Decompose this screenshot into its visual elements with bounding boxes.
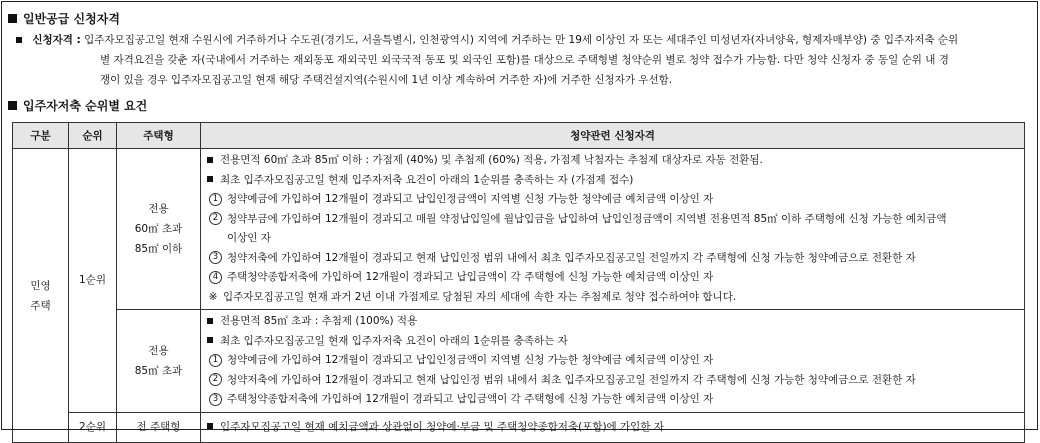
list-item: 1 청약예금에 가입하여 12개월이 경과되고 납입인정금액이 지역별 신청 가능한 청약예금 예치금액 이상인 자 (207, 190, 1018, 210)
housing-type-text: 85㎡ 초과 (134, 364, 183, 377)
header-category: 구분 (13, 123, 69, 149)
section-general-title (8, 10, 120, 27)
table-row (13, 310, 1025, 413)
circled-number-icon: 3 (209, 251, 222, 264)
circled-number-icon: 4 (209, 271, 222, 284)
square-bullet-icon (207, 176, 213, 182)
header-qualification: 청약관련 신청자격 (201, 123, 1025, 149)
rank-requirements-table (12, 122, 1025, 443)
circled-number-icon: 2 (209, 212, 222, 225)
circled-number-icon: 1 (209, 193, 222, 206)
header-housing-type: 주택형 (117, 123, 201, 149)
list-item: 전용면적 85㎡ 초과 : 추첨제 (100%) 적용 (207, 312, 1018, 332)
housing-type-text: 전용 (148, 344, 169, 357)
circled-number-icon: 1 (209, 354, 222, 367)
category-cell (13, 149, 69, 443)
list-item: 최초 입주자모집공고일 현재 입주자저축 요건이 아래의 1순위를 충족하는 자 (207, 332, 1018, 352)
square-bullet-icon (207, 337, 213, 343)
list-item-continuation: 이상인 자 (227, 232, 271, 244)
rank-cell: 2순위 (69, 412, 117, 443)
qualification-cell (201, 412, 1025, 443)
square-bullet-icon (8, 101, 17, 110)
list-item: 3 주택청약종합저축에 가입하여 12개월이 경과되고 납입금액이 각 주택형에 신청 가능한 예치금액 이상인 자 (207, 390, 1018, 410)
qualification-cell (201, 310, 1025, 413)
list-item: 전용면적 60㎡ 초과 85㎡ 이하 : 가점제 (40%) 및 추첨제 (60%) 적용, 가점제 낙첨자는 추첨제 대상자로 자동 전환됨. (207, 151, 1018, 171)
category-text: 주택 (30, 299, 51, 312)
section-title-text: 일반공급 신청자격 (23, 12, 120, 26)
list-item: 입주자모집공고일 현재 예치금액과 상관없이 청약예·부금 및 주택청약종합저축(포함)에 가입한 자 (207, 418, 1018, 438)
list-item: 2 청약부금에 가입하여 12개월이 경과되고 매월 약정납입일에 월납입금을 납입하여 납입인정금액이 지역별 전용면적 85㎡ 이하 주택형에 신청 가능한 예치금액 (207, 210, 1018, 230)
category-text: 민영 (30, 279, 51, 292)
eligibility-line: 입주자모집공고일 현재 수원시에 거주하거나 수도권(경기도, 서울특별시, 인천광역시) 지역에 거주하는 만 19세 이상인 자 또는 세대주인 미성년자(자녀양육, 형제자매부양) 중 입주자저축 순위 (84, 34, 959, 46)
eligibility-line: 별 자격요건을 갖춘 자(국내에서 거주하는 재외동포 재외국민 외국국적 동포 및 외국인 포함)를 대상으로 주택형별 청약순위 별로 청약 접수가 가능함. 다만 청약 신청자 중 동일 순위 내 경 (100, 54, 949, 66)
housing-type-cell (117, 149, 201, 310)
list-item: 2 청약저축에 가입하여 12개월이 경과되고 현재 납입인정 범위 내에서 최초 입주자모집공고일 전일까지 각 주택형에 신청 가능한 청약예금으로 전환한 자 (207, 371, 1018, 391)
eligibility-label: 신청자격 : (32, 34, 81, 46)
header-rank: 순위 (69, 123, 117, 149)
table-row (13, 412, 1025, 443)
circled-number-icon: 3 (209, 393, 222, 406)
square-bullet-icon (8, 14, 17, 23)
eligibility-paragraph (16, 30, 1034, 90)
note-item: ※ 입주자모집공고일 현재 과거 2년 이내 가점제로 당첨된 자의 세대에 속한 자는 추첨제로 청약 접수하여야 합니다. (207, 288, 1018, 308)
table-header-row (13, 123, 1025, 149)
square-bullet-icon (16, 37, 22, 43)
housing-type-text: 85㎡ 이하 (134, 243, 183, 255)
list-item: 최초 입주자모집공고일 현재 입주자저축 요건이 아래의 1순위를 충족하는 자 (가점제 접수) (207, 171, 1018, 191)
reference-mark-icon: ※ (208, 290, 218, 303)
square-bullet-icon (207, 318, 213, 324)
housing-type-cell (117, 310, 201, 413)
square-bullet-icon (207, 157, 213, 163)
housing-type-text: 60㎡ 초과 (134, 223, 183, 235)
list-item: 1 청약예금에 가입하여 12개월이 경과되고 납입인정금액이 지역별 신청 가능한 청약예금 예치금액 이상인 자 (207, 351, 1018, 371)
circled-number-icon: 2 (209, 373, 222, 386)
square-bullet-icon (207, 423, 213, 429)
list-item: 3 청약저축에 가입하여 12개월이 경과되고 현재 납입인정 범위 내에서 최초 입주자모집공고일 전일까지 각 주택형에 신청 가능한 청약예금으로 전환한 자 (207, 249, 1018, 269)
section-rank-title (8, 97, 147, 114)
list-item: 4 주택청약종합저축에 가입하여 12개월이 경과되고 납입금액이 각 주택형에 신청 가능한 예치금액 이상인 자 (207, 268, 1018, 288)
qualification-cell (201, 149, 1025, 310)
section-title-text: 입주자저축 순위별 요건 (23, 99, 148, 113)
rank-cell: 1순위 (69, 149, 117, 413)
housing-type-cell: 전 주택형 (117, 412, 201, 443)
housing-type-text: 전용 (148, 203, 169, 215)
table-row (13, 149, 1025, 310)
eligibility-line: 쟁이 있을 경우 입주자모집공고일 현재 해당 주택건설지역(수원시에 1년 이상 계속하여 거주한 자)에 거주한 신청자가 우선함. (100, 74, 673, 86)
